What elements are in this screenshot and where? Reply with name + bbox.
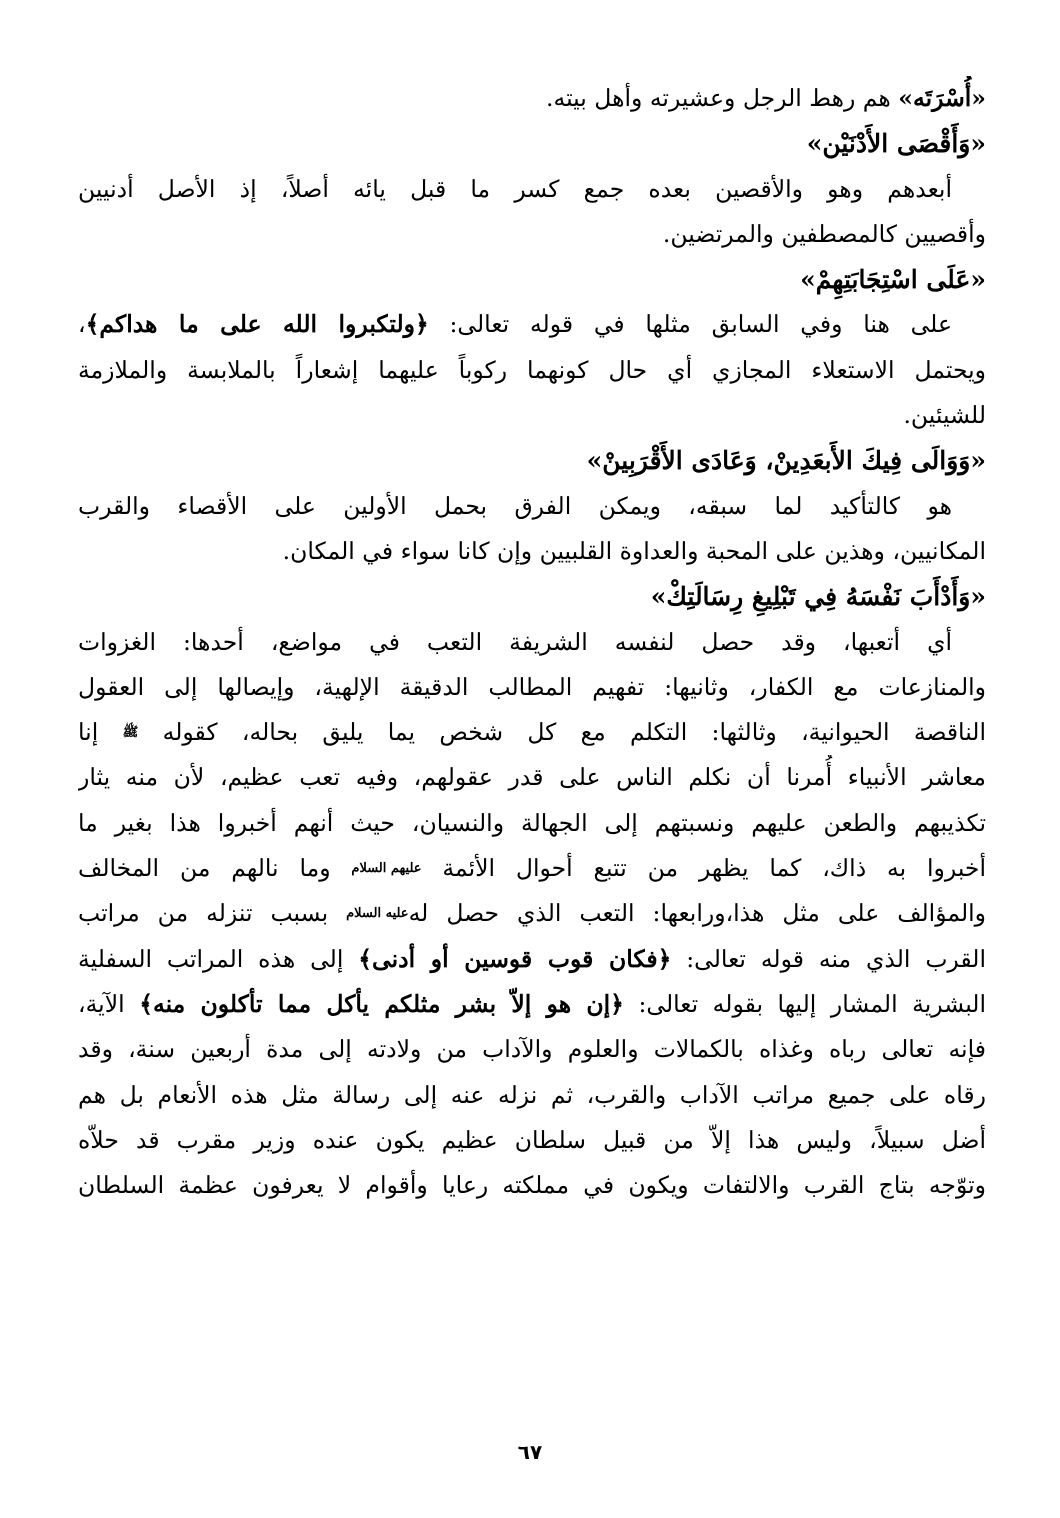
text: للشيئين. xyxy=(903,401,986,430)
text: أي أتعبها، وقد حصل لنفسه الشريفة التعب في مواضع، أحدها: الغزوات xyxy=(78,627,952,656)
text-line xyxy=(78,846,986,891)
text: المكانيين، وهذين على المحبة والعداوة القلبيين وإن كانا سواء في المكان. xyxy=(282,536,986,565)
text-line xyxy=(78,167,986,212)
alayhi-salam-honorific-icon: عليه السلام xyxy=(346,906,409,922)
text-line xyxy=(78,529,986,574)
text: وتوّجه بتاج القرب والالتفات ويكون في مملكته رعايا وأقوام لا يعرفون عظمة السلطان xyxy=(78,1171,986,1200)
text: هو كالتأكيد لما سبقه، ويمكن الفرق بحمل الأولين على الأقصاء والقرب xyxy=(78,491,952,520)
text-line xyxy=(78,1073,986,1118)
salawat-honorific-icon: ﷺ xyxy=(122,725,139,741)
text-line xyxy=(78,484,986,529)
page-number: ٦٧ xyxy=(517,1440,543,1464)
text: والمؤالف على مثل هذا،ورابعها: التعب الذي حصل له xyxy=(408,899,986,928)
text: البشرية المشار إليها بقوله تعالى: xyxy=(623,989,986,1018)
term: «وَأَقْصَى الأَدْنَيْن» xyxy=(806,129,986,159)
text-line xyxy=(78,755,986,800)
text-line xyxy=(78,982,986,1027)
text: ، xyxy=(78,310,86,339)
term: «أُسْرَتَه» xyxy=(898,84,986,112)
text: ويحتمل الاستعلاء المجازي أي حال كونهما ركوباً عليهما إشعاراً بالملابسة والملازمة xyxy=(78,355,986,384)
page-body xyxy=(78,76,986,1208)
quran-quote: ﴿إن هو إلاّ بشر مثلكم يأكل مما تأكلون منه﴾ xyxy=(139,989,624,1018)
text-line xyxy=(78,937,986,982)
alayhim-salam-honorific-icon: عليهم السلام xyxy=(351,861,422,877)
text: والمنازعات مع الكفار، وثانيها: تفهيم المطالب الدقيقة الإلهية، وإيصالها إلى العقول xyxy=(78,672,986,701)
text-line xyxy=(78,348,986,393)
text: القرب الذي منه قوله تعالى: xyxy=(671,944,986,973)
text-line xyxy=(78,212,986,257)
text-line xyxy=(78,1027,986,1072)
term: «وَوَالَى فِيكَ الأَبعَدِينْ، وَعَادَى الأَقْرَبِينْ» xyxy=(586,446,986,476)
text: تكذيبهم والطعن عليهم ونسبتهم إلى الجهالة والنسيان، حيث أنهم أخبروا هذا بغير ما xyxy=(78,808,986,837)
text: هم رهط الرجل وعشيرته وأهل بيته. xyxy=(546,84,899,112)
text: أخبروا به ذاك، كما يظهر من تتبع أحوال الأئمة xyxy=(421,854,986,883)
text: وأقصيين كالمصطفين والمرتضين. xyxy=(662,219,986,248)
text: وما نالهم من المخالف xyxy=(78,854,352,883)
term: «وَأَدْأَبَ نَفْسَهُ فِي تَبْلِيغِ رِسَالَتِكْ» xyxy=(650,582,986,612)
text: أبعدهم وهو والأقصين بعده جمع كسر ما قبل يائه أصلاً، إذ الأصل أدنيين xyxy=(78,174,952,203)
text-line xyxy=(78,302,986,347)
text-line xyxy=(78,891,986,936)
text-line xyxy=(78,1163,986,1208)
text: إنا xyxy=(78,718,123,747)
quran-quote: ﴿ولتكبروا الله على ما هداكم﴾ xyxy=(85,310,429,339)
text-line xyxy=(78,710,986,755)
text: بسبب تنزله من مراتب xyxy=(78,899,347,928)
text-line xyxy=(78,1118,986,1163)
heading-line xyxy=(78,438,986,483)
text: الآية، xyxy=(78,989,140,1018)
term: «عَلَى اسْتِجَابَتِهِمْ» xyxy=(800,265,986,295)
text: فإنه تعالى رباه وغذاه بالكمالات والعلوم والآداب من ولادته إلى مدة أربعين سنة، وقد xyxy=(78,1035,986,1064)
text: على هنا وفي السابق مثلها في قوله تعالى: xyxy=(428,310,952,339)
text-line xyxy=(78,620,986,665)
text-line xyxy=(78,801,986,846)
text-line xyxy=(78,393,986,438)
text: رقاه على جميع مراتب الآداب والقرب، ثم نزله عنه إلى رسالة مثل هذه الأنعام بل هم xyxy=(78,1080,986,1109)
text-line-1 xyxy=(78,76,986,121)
text: الناقصة الحيوانية، وثالثها: التكلم مع كل شخص يما يليق بحاله، كقوله xyxy=(138,718,986,747)
text: أضل سبيلاً، وليس هذا إلاّ من قبيل سلطان عظيم يكون عنده وزير مقرب قد حلاّه xyxy=(78,1125,986,1154)
heading-line xyxy=(78,121,986,166)
quran-quote: ﴿فكان قوب قوسين أو أدنى﴾ xyxy=(358,944,672,973)
heading-line xyxy=(78,574,986,619)
text-line xyxy=(78,665,986,710)
heading-line xyxy=(78,257,986,302)
text: إلى هذه المراتب السفلية xyxy=(78,944,359,973)
text: معاشر الأنبياء أُمرنا أن نكلم الناس على قدر عقولهم، وفيه تعب عظيم، لأن منه يثار xyxy=(78,763,986,792)
